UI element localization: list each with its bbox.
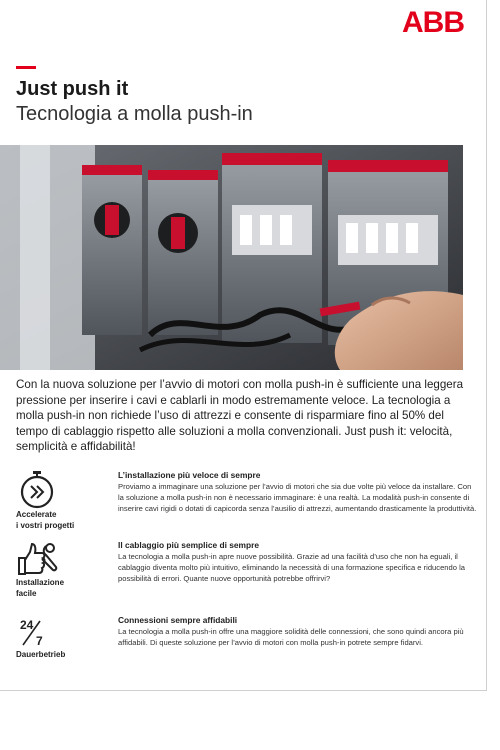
feature-label: Accelerate i vostri progetti [16,510,75,530]
feature-reliable-connections [16,615,476,675]
feature-body: La tecnologia a molla push-in offre una maggiore solidità delle connessioni, che sono quindi ancora più affidabili. Di queste soluzione per l’avvio di motori con molla push-in potrete sempre fidarvi. [118,627,464,647]
feature-easy-wiring [16,540,476,605]
accent-bar [16,66,36,69]
feature-body: La tecnologia a molla push-in apre nuove possibilità. Grazie ad una facilità d’uso che non ha eguali, il cablaggio diventa molto più intuitivo, eliminando la necessità di una formazione specifica e riducendo la possibilità di errori. Quante nuove opportunità potrebbe offrirvi? [118,552,465,583]
motor-starter-photo-illustration [0,145,463,370]
thumbs-up-wrench-icon [16,540,60,580]
page-subtitle: Tecnologia a molla push-in [16,103,253,125]
page-title: Just push it [16,78,129,100]
24-7-icon [16,615,60,655]
abb-logo: ABB [402,6,464,39]
icon-top-number: 24 [20,618,34,632]
stopwatch-fast-forward-icon [16,470,60,510]
intro-paragraph: Con la nuova soluzione per l’avvio di motori con molla push-in è sufficiente una leggera pressione per inserire i cavi e cablarli in modo estremamente veloce. La tecnologia a molla push-in non richiede l’uso di attrezzi e consente di risparmiare fino al 50% del tempo di cablaggio rispetto alle soluzioni a molla convenzionali. Just push it: velocità, semplicità e affidabilità! [16,378,464,453]
product-photo [0,145,463,370]
icon-bottom-number: 7 [36,634,43,648]
feature-body: Proviamo a immaginare una soluzione per l’avvio di motori che sia due volte più veloce da installare. Con la soluzione a molla push-in non è necessario immaginare: è una realtà. La modalità push-in consente di inserire cavi rigidi o dotati di capicorda senza l’ausilio di attrezzi, aumentando drasticamente la produttività. [118,482,477,513]
feature-faster-installation [16,470,476,540]
feature-title: Il cablaggio più semplice di sempre [118,540,260,550]
feature-label: Installazione facile [16,578,65,598]
feature-label: Dauerbetrieb [16,650,66,659]
feature-title: Connessioni sempre affidabili [118,615,238,625]
feature-title: L’installazione più veloce di sempre [118,470,261,480]
